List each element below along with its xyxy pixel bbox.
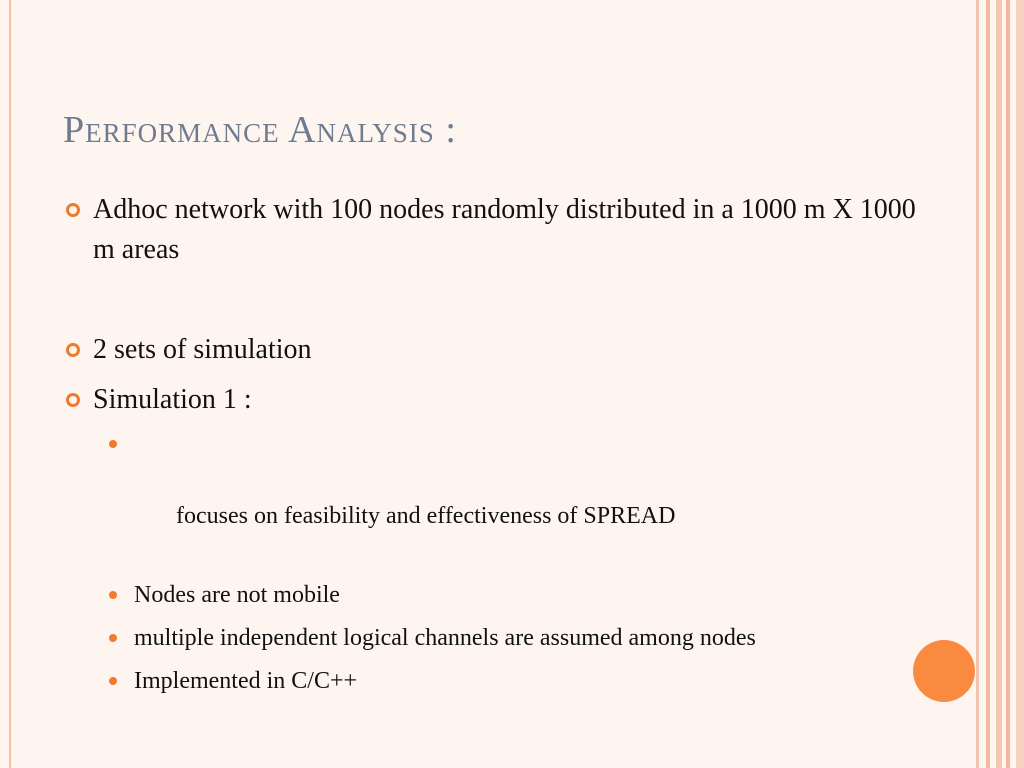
dot-bullet-icon	[109, 440, 117, 448]
ring-bullet-icon	[66, 393, 80, 407]
decorative-stripes	[976, 0, 1024, 768]
stripe	[1016, 0, 1024, 768]
ring-bullet-icon	[66, 203, 80, 217]
bullet-item	[62, 330, 922, 370]
stripe	[1006, 0, 1010, 768]
stripe	[996, 0, 1002, 768]
sub-bullet-text: focuses on feasibility and effectiveness of SPREAD	[170, 503, 676, 529]
sub-bullet-item	[62, 577, 922, 613]
bullet-item	[62, 190, 922, 270]
bullet-text: 2 sets of simulation	[93, 334, 312, 365]
sub-bullet-item	[62, 426, 922, 570]
slide-title: Performance Analysis :	[63, 109, 457, 151]
stripe	[976, 0, 979, 768]
sub-bullet-item	[62, 663, 922, 699]
dot-bullet-icon	[109, 591, 117, 599]
decorative-circle	[913, 640, 975, 702]
sub-bullet-text: Nodes are not mobile	[134, 582, 340, 608]
bullet-text: Adhoc network with 100 nodes randomly distributed in a 1000 m X 1000 m areas	[93, 194, 916, 265]
bullet-item	[62, 380, 922, 420]
ring-bullet-icon	[66, 343, 80, 357]
sub-bullet-text: Implemented in C/C++	[134, 668, 358, 694]
bullet-text: Simulation 1 :	[93, 384, 252, 415]
dot-bullet-icon	[109, 677, 117, 685]
slide-content	[62, 190, 922, 699]
sub-bullet-item	[62, 620, 854, 656]
left-border-line	[9, 0, 11, 768]
sub-bullet-text: multiple independent logical channels are assumed among nodes	[134, 625, 756, 651]
stripe	[986, 0, 990, 768]
dot-bullet-icon	[109, 634, 117, 642]
